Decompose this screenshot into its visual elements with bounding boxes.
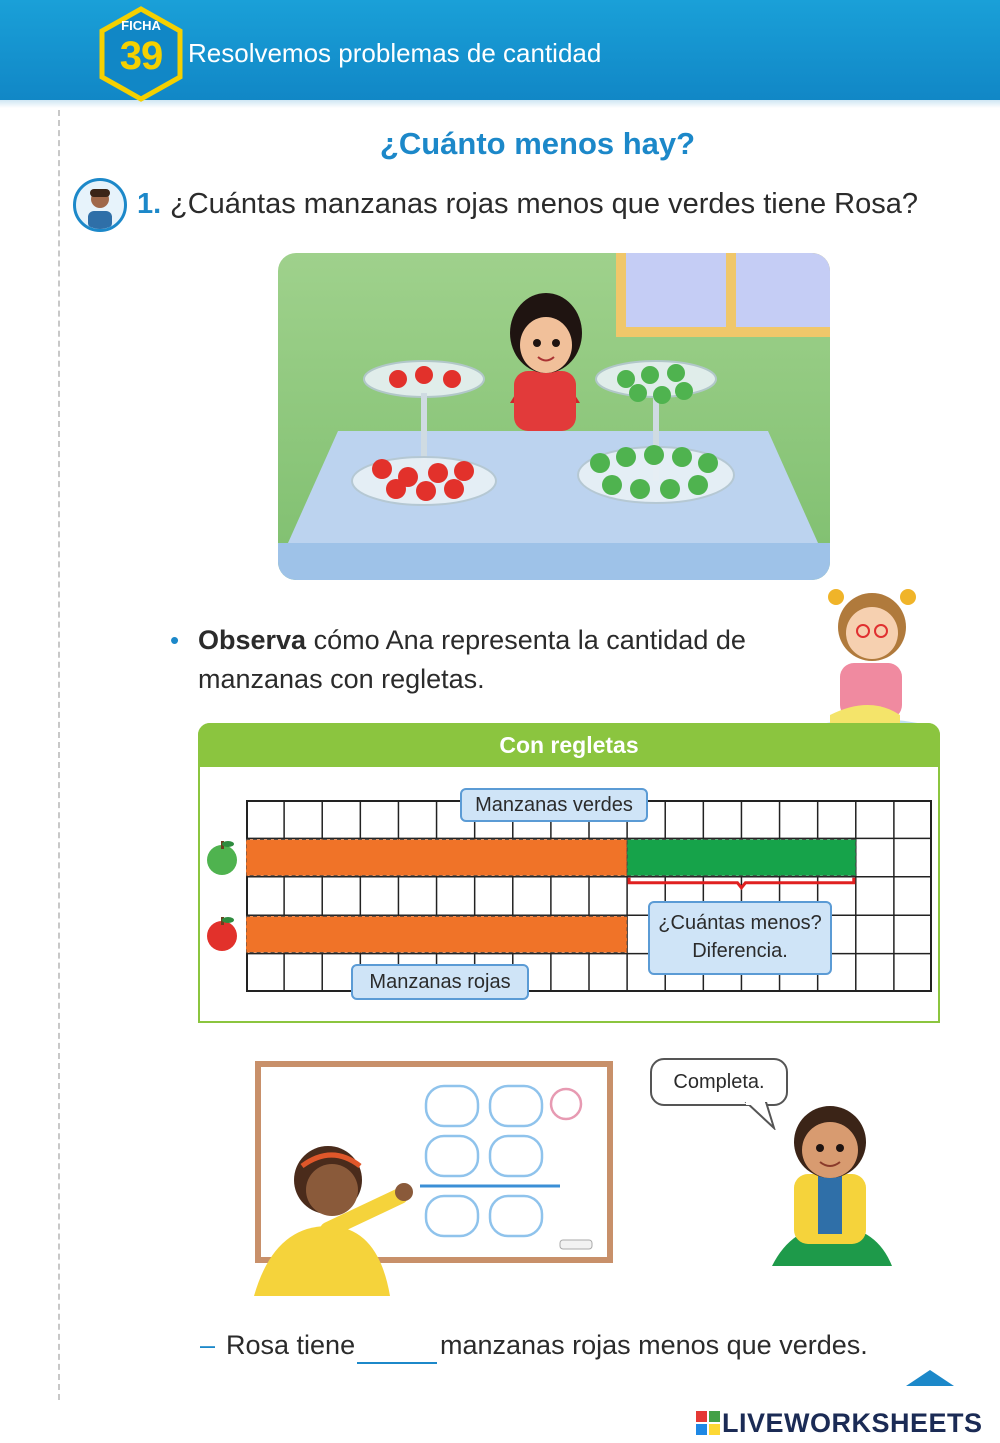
boy-illustration: [762, 1090, 898, 1270]
liveworksheets-logo-text: LIVEWORKSHEETS: [722, 1408, 983, 1438]
speech-bubble: Completa.: [650, 1058, 788, 1106]
bar-red-apples: [246, 916, 627, 952]
answer-text-after: manzanas rojas menos que verdes.: [440, 1330, 868, 1360]
badge-number: 39: [119, 34, 163, 78]
bar-difference: [627, 839, 856, 875]
observe-line-2: manzanas con regletas.: [198, 664, 485, 694]
label-manzanas-rojas: Manzanas rojas: [351, 964, 529, 1000]
question-text: ¿Cuántas manzanas rojas menos que verdes tiene Rosa?: [170, 188, 918, 220]
observe-rest: cómo Ana representa la cantidad de: [306, 625, 746, 655]
observe-line-1: [198, 625, 746, 656]
page-corner-triangle: [906, 1370, 954, 1386]
label-diff-line-1: ¿Cuántas menos?: [658, 912, 822, 934]
answer-dash: –: [200, 1330, 216, 1360]
red-apple-icon: [204, 914, 240, 952]
margin-guide: [58, 110, 60, 1400]
liveworksheets-logo-icon: [696, 1411, 720, 1435]
rosa-apples-illustration: [278, 253, 830, 580]
label-diff-line-2: Diferencia.: [692, 940, 788, 962]
whiteboard-illustration: [244, 1060, 614, 1296]
observe-bold: Observa: [198, 625, 307, 655]
student-avatar-icon: [73, 178, 127, 232]
answer-input[interactable]: [357, 1332, 437, 1364]
bullet-icon: •: [170, 625, 180, 655]
label-diferencia: [648, 901, 832, 975]
badge-label: FICHA: [121, 18, 161, 33]
answer-text-before: Rosa tiene: [226, 1330, 356, 1360]
bar-green-apples-base: [246, 839, 627, 875]
question-number: 1.: [137, 188, 162, 220]
section-title: ¿Cuánto menos hay?: [379, 126, 696, 161]
green-apple-icon: [204, 838, 240, 876]
label-manzanas-verdes: Manzanas verdes: [460, 788, 648, 822]
page-title: Resolvemos problemas de cantidad: [188, 38, 602, 68]
regletas-title: Con regletas: [499, 732, 639, 758]
